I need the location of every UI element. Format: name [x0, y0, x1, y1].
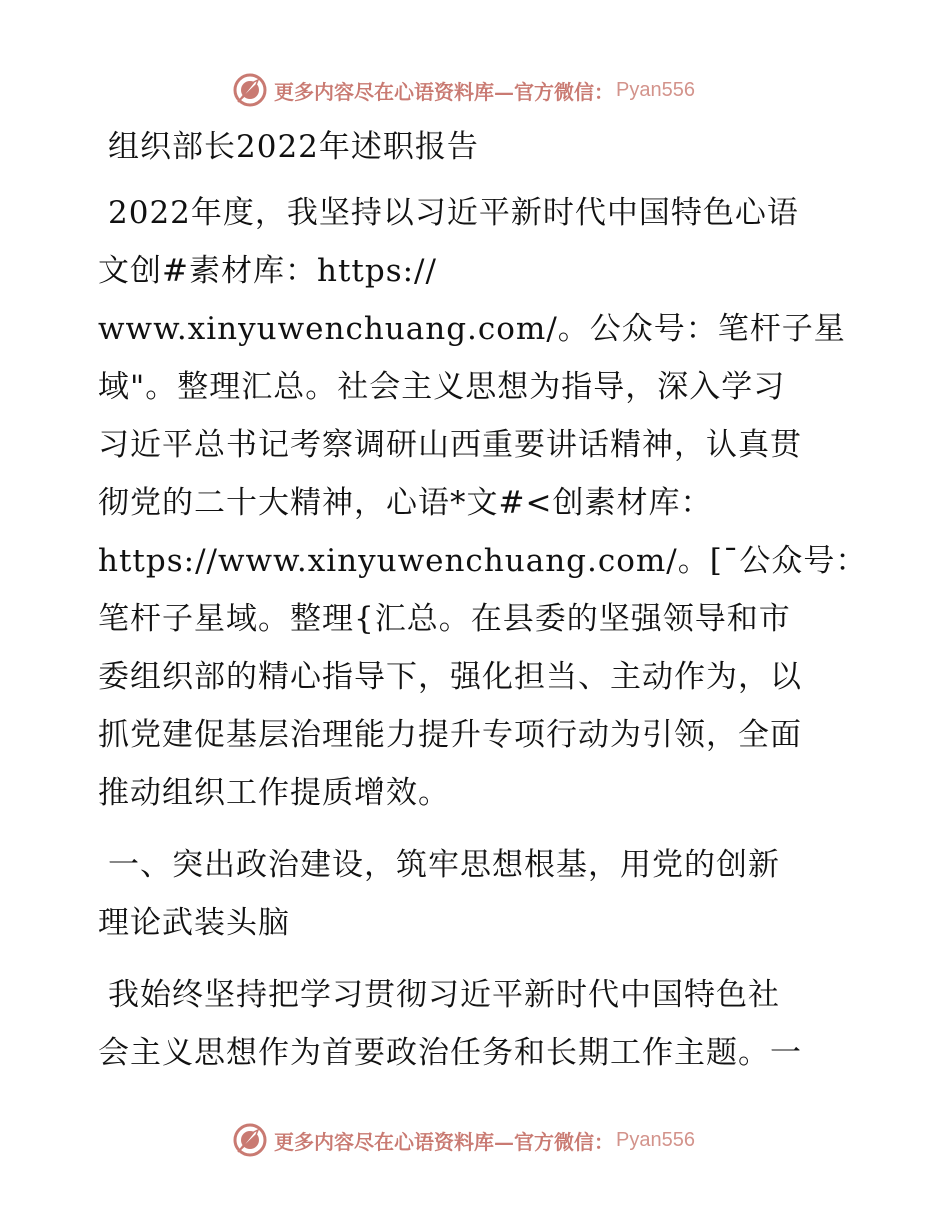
text-line: 抓党建促基层治理能力提升专项行动为引领，全面: [98, 717, 802, 753]
text-line: www.xinyuwenchuang.com/。公众号：笔杆子星: [98, 311, 846, 347]
text-line: 彻党的二十大精神，心语*文#<创素材库：: [98, 485, 713, 521]
text-line: 文创#素材库：https://: [98, 253, 437, 289]
text-line: 推动组织工作提质增效。: [98, 775, 450, 811]
watermark-wechat-id: Pyan556: [616, 78, 695, 101]
watermark-banner-bottom: [232, 1120, 695, 1160]
watermark-wechat-id: Pyan556: [616, 1128, 695, 1151]
quill-logo-icon: [232, 1122, 268, 1158]
watermark-text: 更多内容尽在心语资料库—官方微信：: [274, 1129, 614, 1154]
quill-logo-icon: [232, 72, 268, 108]
text-line: 2022年度，我坚持以习近平新时代中国特色心语: [108, 195, 799, 231]
text-line: 一、突出政治建设，筑牢思想根基，用党的创新: [108, 847, 780, 883]
text-line: 笔杆子星域。整理{汇总。在县委的坚强领导和市: [98, 601, 791, 637]
text-line: 习近平总书记考察调研山西重要讲话精神，认真贯: [98, 427, 802, 463]
watermark-banner-top: [232, 70, 695, 110]
text-line: 委组织部的精心指导下，强化担当、主动作为，以: [98, 659, 802, 695]
text-line: 域"。整理汇总。社会主义思想为指导，深入学习: [98, 369, 786, 405]
document-body: [98, 118, 868, 1096]
text-line: 会主义思想作为首要政治任务和长期工作主题。一: [98, 1035, 802, 1071]
document-title: 组织部长2022年述职报告: [108, 129, 479, 165]
paragraph-body: [98, 966, 858, 1082]
text-line: 理论武装头脑: [98, 905, 290, 941]
paragraph-intro: [98, 184, 868, 822]
text-line: https://www.xinyuwenchuang.com/。[¯公众号：: [98, 543, 868, 579]
text-line: 我始终坚持把学习贯彻习近平新时代中国特色社: [108, 977, 780, 1013]
watermark-text: 更多内容尽在心语资料库—官方微信：: [274, 79, 614, 104]
section-heading-1: [98, 836, 858, 952]
